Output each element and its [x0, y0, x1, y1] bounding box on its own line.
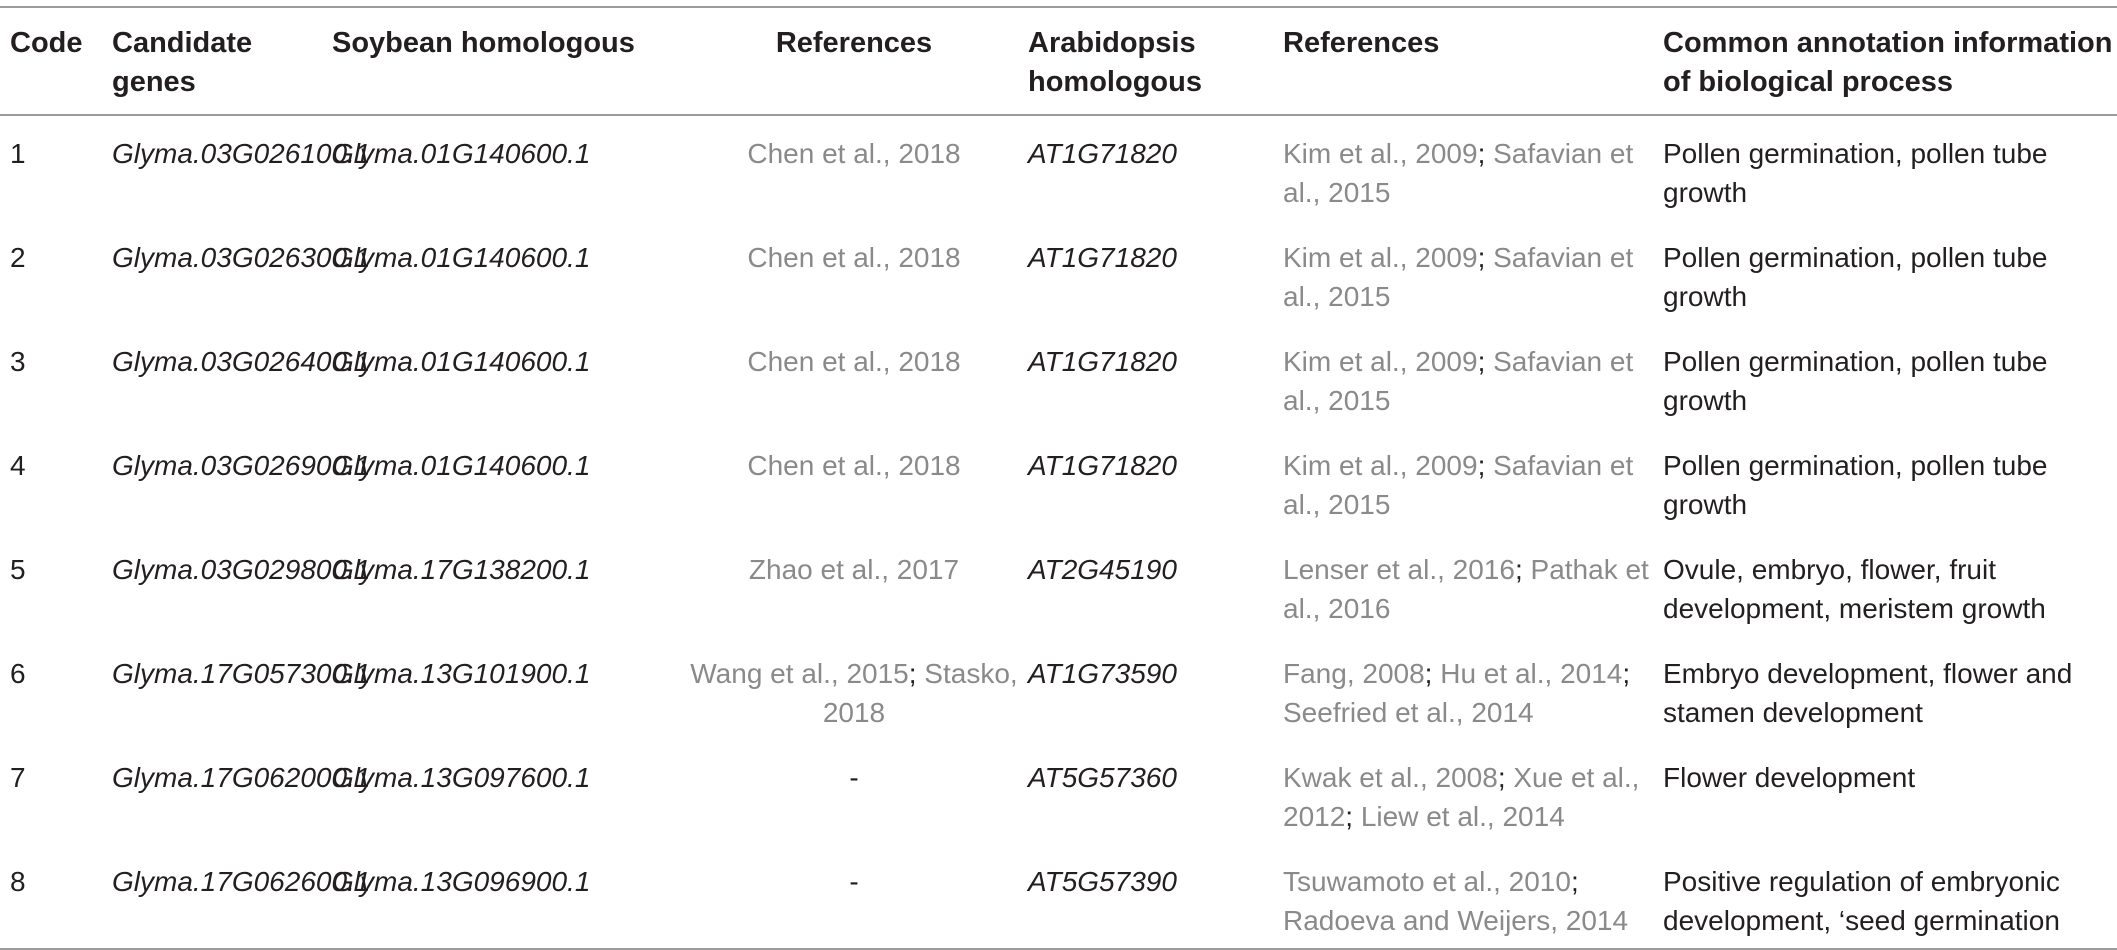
reference-separator: ;: [1570, 866, 1579, 897]
table-row: [0, 428, 2117, 532]
reference-link[interactable]: Safavian et al., 2015: [1283, 242, 1634, 312]
reference-link[interactable]: Kim et al., 2009: [1283, 138, 1478, 169]
reference-link[interactable]: Stasko, 2018: [822, 658, 1018, 728]
table-row: [0, 115, 2117, 220]
candidate-gene-cell: Glyma.03G026100.1: [112, 138, 371, 169]
code-cell: 2: [10, 242, 26, 273]
annotation-cell: Positive regulation of embryonic development, ‘seed germination: [1663, 866, 2060, 936]
code-cell: 3: [10, 346, 26, 377]
candidate-gene-cell: Glyma.03G026300.1: [112, 242, 371, 273]
gene-table-container: [0, 6, 2117, 950]
table-row: [0, 220, 2117, 324]
code-cell: 7: [10, 762, 26, 793]
arabidopsis-references-cell: [1273, 324, 1653, 428]
reference-separator: ;: [1345, 801, 1361, 832]
code-cell: 5: [10, 554, 26, 585]
reference-separator: ;: [1424, 658, 1441, 689]
soybean-homolog-cell: Glyma.01G140600.1: [332, 242, 591, 273]
table-row: [0, 844, 2117, 949]
reference-link[interactable]: Xue et al., 2012: [1283, 762, 1640, 832]
reference-link[interactable]: Chen et al., 2018: [747, 346, 961, 377]
soybean-homolog-cell: Glyma.13G101900.1: [332, 658, 591, 689]
candidate-genes-table: [0, 6, 2117, 950]
annotation-cell: Pollen germination, pollen tube growth: [1663, 346, 2048, 416]
annotation-cell: Pollen germination, pollen tube growth: [1663, 450, 2048, 520]
candidate-gene-cell: Glyma.17G057300.1: [112, 658, 371, 689]
header-soybean-homologous: Soybean homologous: [332, 27, 635, 59]
reference-link[interactable]: Kim et al., 2009: [1283, 346, 1478, 377]
reference-link[interactable]: Pathak et al., 2016: [1283, 554, 1649, 624]
soybean-references-cell: [680, 220, 1018, 324]
candidate-gene-cell: Glyma.17G062600.1: [112, 866, 371, 897]
reference-separator: ;: [1477, 138, 1494, 169]
reference-separator: ;: [1477, 346, 1494, 377]
reference-separator: ;: [1622, 658, 1631, 689]
annotation-cell: Embryo development, flower and stamen development: [1663, 658, 2073, 728]
table-header: [0, 7, 2117, 115]
reference-empty: -: [849, 762, 859, 793]
arabidopsis-homolog-cell: AT1G71820: [1028, 450, 1177, 481]
reference-link[interactable]: Lenser et al., 2016: [1283, 554, 1515, 585]
annotation-cell: Ovule, embryo, flower, fruit development, meristem growth: [1663, 554, 2046, 624]
annotation-cell: Pollen germination, pollen tube growth: [1663, 242, 2048, 312]
arabidopsis-references-cell: [1273, 844, 1653, 949]
reference-link[interactable]: Liew et al., 2014: [1360, 801, 1565, 832]
arabidopsis-references-cell: [1273, 220, 1653, 324]
code-cell: 8: [10, 866, 26, 897]
reference-link[interactable]: Kim et al., 2009: [1283, 242, 1478, 273]
soybean-references-cell: [680, 532, 1018, 636]
table-body: [0, 115, 2117, 949]
reference-link[interactable]: Chen et al., 2018: [747, 450, 961, 481]
reference-empty: -: [849, 866, 859, 897]
reference-separator: ;: [1477, 450, 1494, 481]
annotation-cell: Pollen germination, pollen tube growth: [1663, 138, 2048, 208]
reference-link[interactable]: Chen et al., 2018: [747, 242, 961, 273]
soybean-references-cell: [680, 844, 1018, 949]
arabidopsis-references-cell: [1273, 636, 1653, 740]
reference-link[interactable]: Chen et al., 2018: [747, 138, 961, 169]
soybean-references-cell: [680, 740, 1018, 844]
soybean-homolog-cell: Glyma.01G140600.1: [332, 346, 591, 377]
reference-link[interactable]: Safavian et al., 2015: [1283, 450, 1634, 520]
reference-link[interactable]: Fang, 2008: [1283, 658, 1425, 689]
header-soybean-references: References: [775, 27, 933, 59]
header-candidate-genes: Candidate genes: [112, 27, 253, 98]
header-annotation: Common annotation information of biological process: [1663, 27, 2113, 98]
arabidopsis-references-cell: [1273, 532, 1653, 636]
reference-link[interactable]: Safavian et al., 2015: [1283, 346, 1634, 416]
arabidopsis-homolog-cell: AT1G71820: [1028, 242, 1177, 273]
arabidopsis-homolog-cell: AT5G57360: [1028, 762, 1177, 793]
reference-link[interactable]: Safavian et al., 2015: [1283, 138, 1634, 208]
reference-link[interactable]: Hu et al., 2014: [1440, 658, 1623, 689]
soybean-homolog-cell: Glyma.13G096900.1: [332, 866, 591, 897]
arabidopsis-references-cell: [1273, 115, 1653, 220]
code-cell: 1: [10, 138, 26, 169]
soybean-homolog-cell: Glyma.01G140600.1: [332, 138, 591, 169]
reference-link[interactable]: Radoeva and Weijers, 2014: [1283, 905, 1629, 936]
reference-separator: ;: [1497, 762, 1514, 793]
candidate-gene-cell: Glyma.03G029800.1: [112, 554, 371, 585]
header-arabidopsis-homologous: Arabidopsis homologous: [1028, 27, 1202, 98]
reference-link[interactable]: Tsuwamoto et al., 2010: [1283, 866, 1571, 897]
soybean-references-cell: [680, 324, 1018, 428]
soybean-homolog-cell: Glyma.17G138200.1: [332, 554, 591, 585]
reference-link[interactable]: Kwak et al., 2008: [1283, 762, 1498, 793]
soybean-references-cell: [680, 636, 1018, 740]
reference-link[interactable]: Kim et al., 2009: [1283, 450, 1478, 481]
header-row: [0, 7, 2117, 115]
candidate-gene-cell: Glyma.17G062000.1: [112, 762, 371, 793]
header-arabidopsis-references: References: [1283, 27, 1440, 59]
table-row: [0, 636, 2117, 740]
soybean-references-cell: [680, 115, 1018, 220]
table-row: [0, 324, 2117, 428]
soybean-homolog-cell: Glyma.01G140600.1: [332, 450, 591, 481]
candidate-gene-cell: Glyma.03G026400.1: [112, 346, 371, 377]
arabidopsis-homolog-cell: AT5G57390: [1028, 866, 1177, 897]
soybean-references-cell: [680, 428, 1018, 532]
arabidopsis-homolog-cell: AT1G73590: [1028, 658, 1177, 689]
code-cell: 6: [10, 658, 26, 689]
reference-separator: ;: [908, 658, 925, 689]
arabidopsis-references-cell: [1273, 740, 1653, 844]
arabidopsis-references-cell: [1273, 428, 1653, 532]
table-row: [0, 740, 2117, 844]
arabidopsis-homolog-cell: AT1G71820: [1028, 346, 1177, 377]
reference-link[interactable]: Wang et al., 2015: [690, 658, 909, 689]
table-row: [0, 532, 2117, 636]
reference-link[interactable]: Seefried et al., 2014: [1283, 697, 1534, 728]
code-cell: 4: [10, 450, 26, 481]
reference-separator: ;: [1477, 242, 1494, 273]
header-code: Code: [10, 27, 83, 59]
reference-separator: ;: [1514, 554, 1531, 585]
arabidopsis-homolog-cell: AT2G45190: [1028, 554, 1177, 585]
candidate-gene-cell: Glyma.03G026900.1: [112, 450, 371, 481]
reference-link[interactable]: Zhao et al., 2017: [748, 554, 960, 585]
annotation-cell: Flower development: [1663, 762, 1916, 793]
arabidopsis-homolog-cell: AT1G71820: [1028, 138, 1177, 169]
soybean-homolog-cell: Glyma.13G097600.1: [332, 762, 591, 793]
